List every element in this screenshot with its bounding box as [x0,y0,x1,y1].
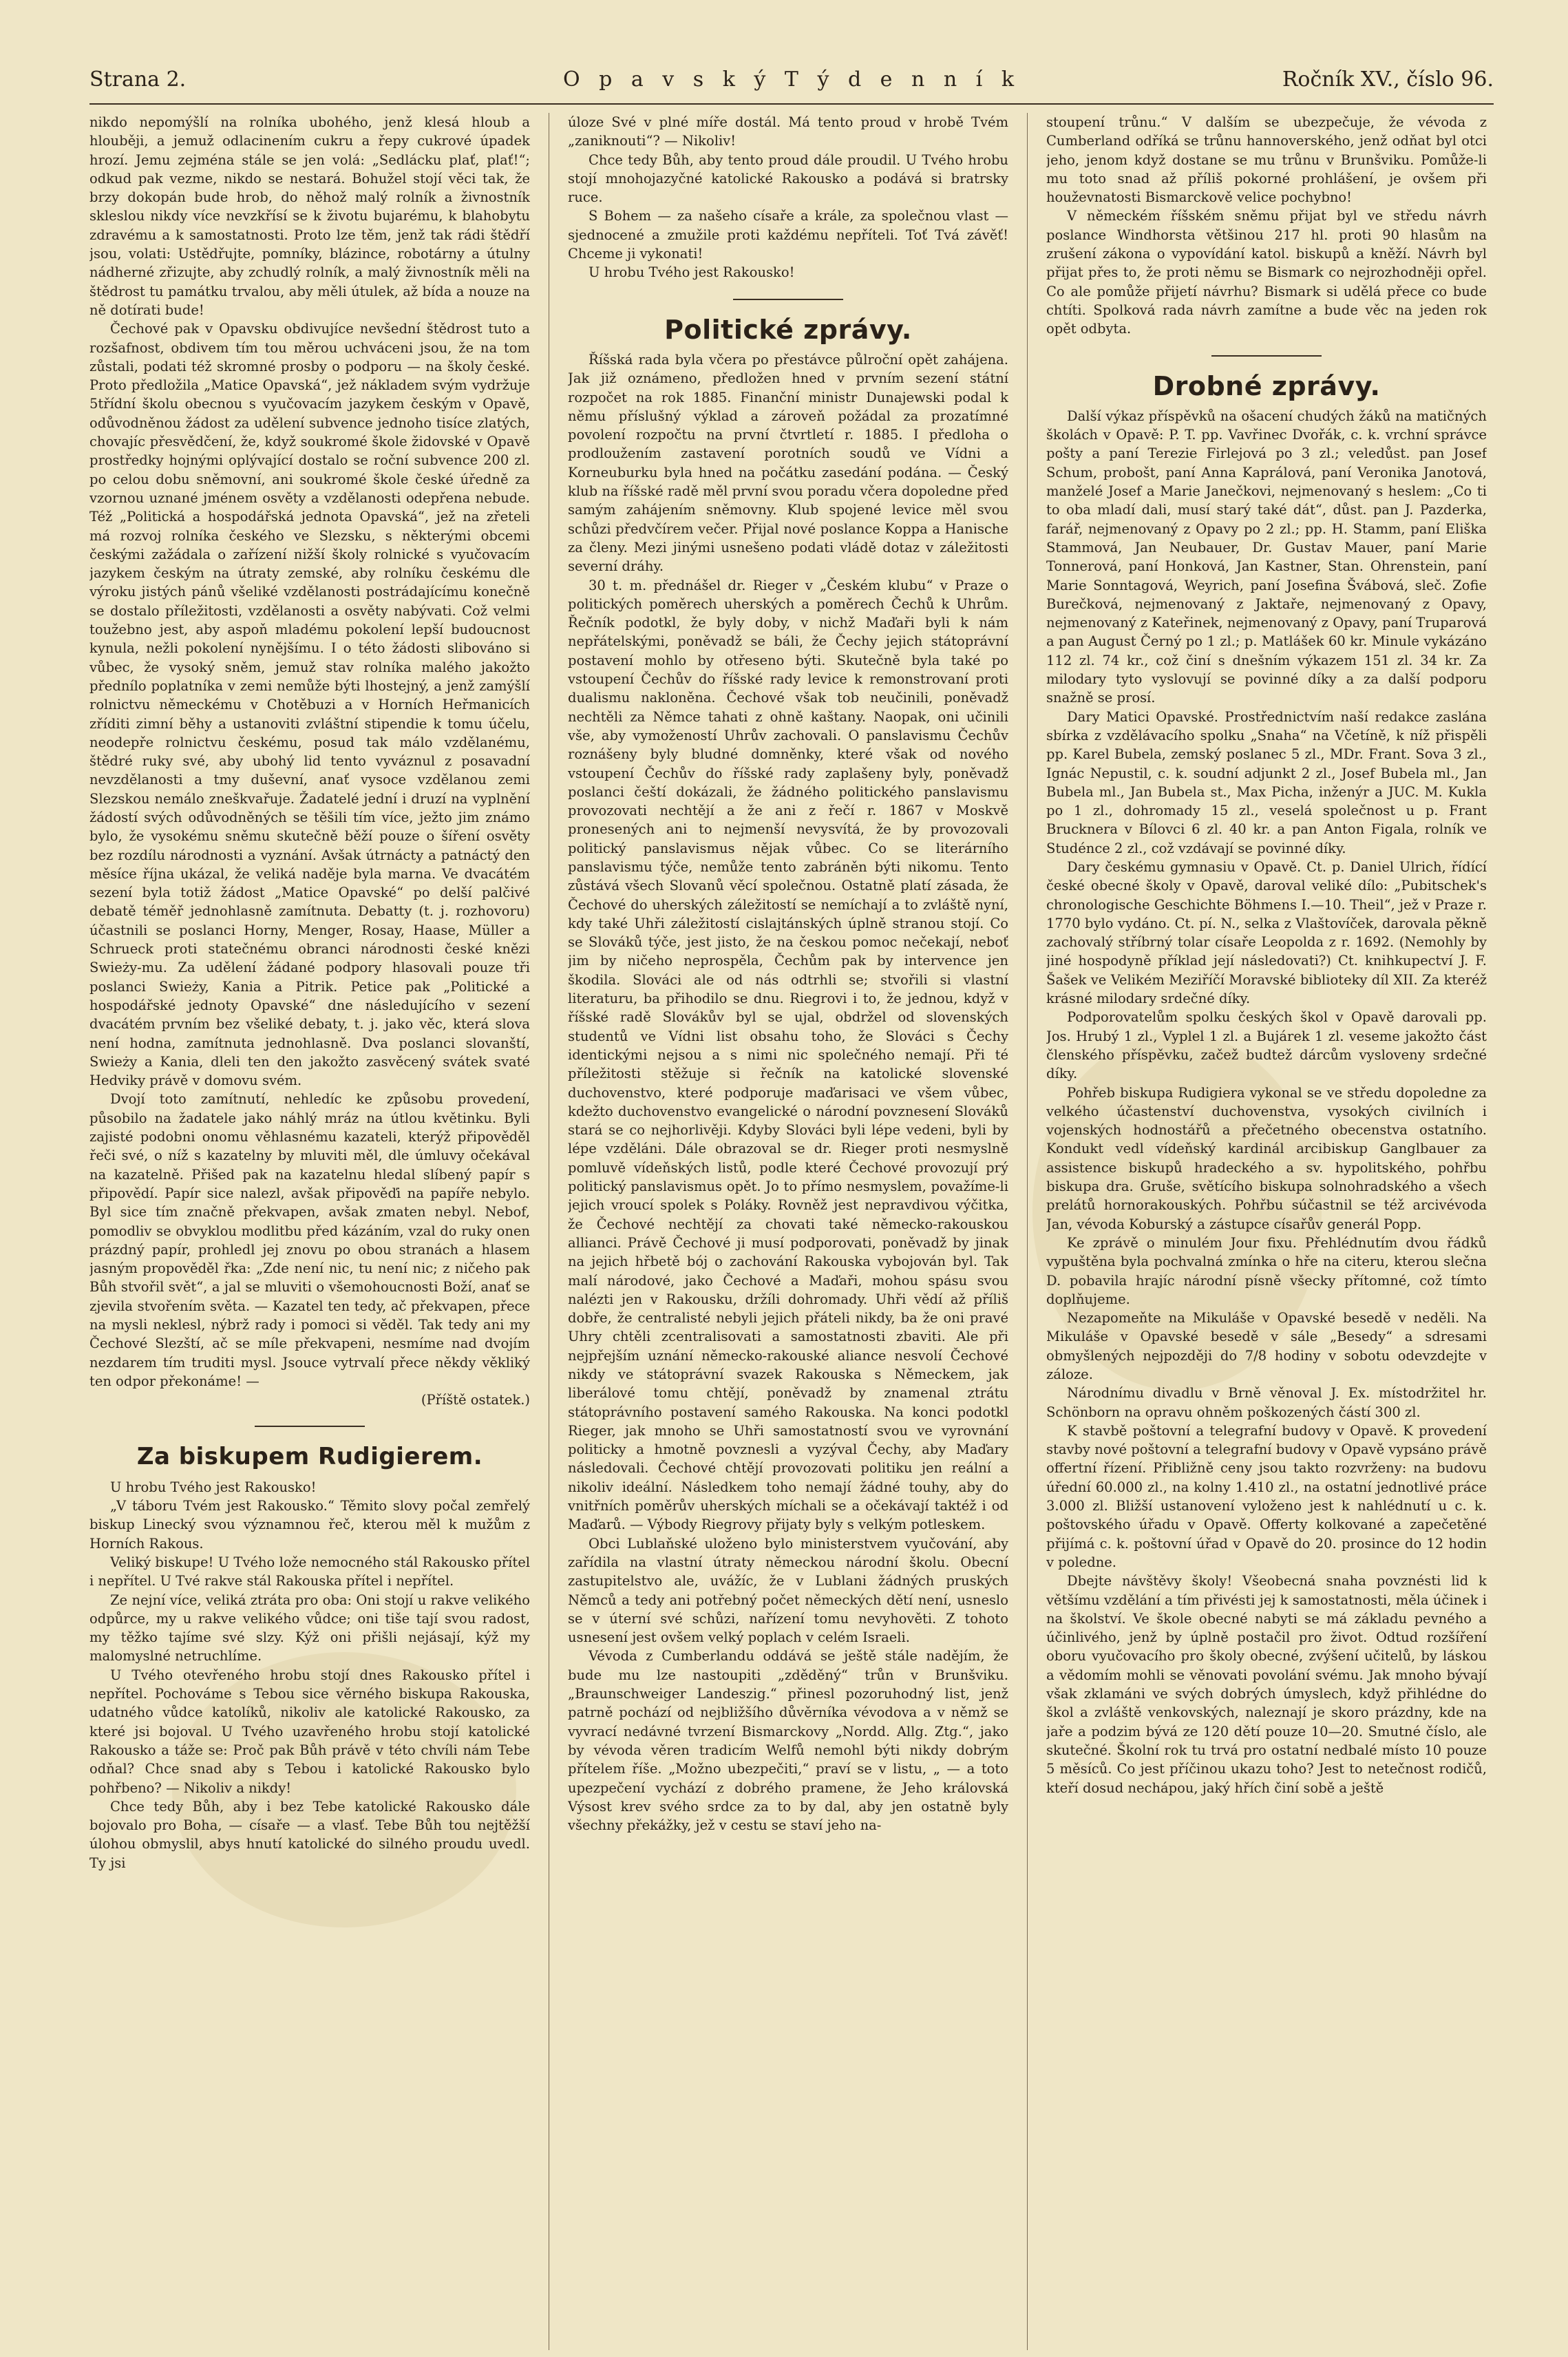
newspaper-title: O p a v s k ý T ý d e n n í k [563,67,1020,92]
article-paragraph: úloze Své v plné míře dostál. Má tento proud v hrobě Tvém „zaniknouti“? — Nikoliv! [568,114,1008,149]
article-paragraph: Čechové pak v Opavsku obdivujíce nevšední štědrost tuto a rozšafnost, obdivem tím tou měrou uchváceni jsou, že na tom zůstali, podati též skromné prosby o podporu — na školy české. Proto předložila „Matice Opavská“, jež nákladem svým vydržuje 5třídní školu obecnou s vyučovacím jazykem českým v Opavě, odůvodněnou žádost za udělení subvence jednoho tisíce zlatých, chovajíc přesvědčení, že, když soukromé škole židovské v Opavě prostředky hojnými oplývající dostalo se roční subvence 200 zl. po celou dobu sněmovní, ani soukromé škole české úředně za vzornou uznané jménem osvěty a vzdělanosti odepřena nebude. Též „Politická a hospodářská jednota Opavská“, jež na zřeteli má rozvoj rolníka českého ve Slezsku, s některými obcemi českými zažádala o zařízení nižší školy rolnické s vyučovacím jazykem českým na útraty zemské, aby rolníku českému dle výroku jistých pánů všeliké vzdělanosti postrádajícímu konečně se dostalo příležitosti, vzdělanosti a osvěty nabývati. Což velmi toužebno jest, aby aspoň mladému pokolení lepší budoucnost kynula, nežli pokolení nynějšímu. I o této žádosti slibováno si vůbec, že vysoký sněm, jemuž stav rolníka malého jakožto přednílo poplatníka v zemi nemůže býti lhostejný, a jenž zamýšlí rolnictvu německému v Chotěbuzi a v Horních Heřmanicích zříditi zimní běhy a ustanoviti zvláštní stipendie k tomu účelu, neodepře rolnictvu českému, posud tak málo vzdělanému, štědré ruky své, aby ubohý lid tento vyváznul z posavadní nevzdělanosti a tmy duševní, anať vysoce vzdělanou zemi Slezskou nemálo zneškvařuje. Žadatelé jední i druzí na vyplnění žádostí svých odůvodněných se těšili tím více, ježto jim známo bylo, že vysokému sněmu skutečně běží pouze o šíření osvěty bez rozdílu národnosti a vyznání. Avšak útrnácty a patnáctý den měsíce října ukázal, že veliká naděje byla marna. Ve dvacátém sezení byla totiž žádost „Matice Opavské“ po delší palčivé debatě téměř jednohlasně zamítnuta. Debatty (t. j. rozhovoru) účastnili se poslanci Horny, Menger, Rosay, Haase, Müller a Schrueck proti statečnému obranci národnosti české knězi Swieży-mu. Za udělení žádané podpory hlasovali pouze tři poslanci Swieży, Kania a Pitrik. Petice pak „Politické a hospodářské jednoty Opavské“ dne následujícího v sezení dvacátém prvním bez všeliké debaty, t. j. jako věc, která slova není hodna, zamítnuta jednohlasně. Dva poslanci slovanští, Swieży a Kania, dleli ten den jakožto zasvěcený svátek svaté Hedviky právě v domovu svém. [89,321,530,1089]
news-item: Dary českému gymnasiu v Opavě. Ct. p. Daniel Ulrich, řídící české obecné školy v Opavě, daroval veliké dílo: „Pubitschek's chronologische Geschichte Böhmens I.—10. Theil“, jež v Praze r. 1770 bylo vydáno. Ct. pí. N., selka z Vlaštovíček, darovala pěkně zachovalý stříbrný tolar císaře Leopolda z r. 1692. (Nemohly by jiné hospodyně příklad její následovati?) Ct. knihkupectví J. F. Šašek ve Velikém Meziříčí Moravské biblioteky díl XII. Za kteréž krásné milodary srdečné díky. [1046,858,1487,1007]
news-item: V německém říšském sněmu přijat byl ve středu návrh poslance Windhorsta většinou 217 hl. proti 90 hlasům na zrušení zákona o vypovídání katol. biskupů a kněží. Návrh byl přijat přes to, že proti němu se Bismark co nejrozhodněji opřel. Co ale pomůže přijetí návrhu? Bismark si udělá přece co bude chtíti. Spolková rada návrh zamítne a bude věc na jeden rok opět odbyta. [1046,208,1487,337]
column-3 [1046,113,1487,2357]
article-paragraph: Ze nejní více, veliká ztráta pro oba: Oni stojí u rakve velikého odpůrce, my u rakve velikého vůdce; oni tiše tají svou radost, my těžko tajíme své slzy. Kýž oni přišli nejásají, kýž my malomyslné netruchlíme. [89,1592,530,1664]
article-heading: Za biskupem Rudigierem. [136,1443,483,1471]
news-item: Nezapomeňte na Mikuláše v Opavské besedě v neděli. Na Mikuláše v Opavské besedě v sále „Besedy“ a sdresami obmyšlených nejpozději do 7/8 hodiny v sobotu odevzdejte v záloze. [1046,1310,1487,1382]
news-item: Obci Lublaňské uloženo bylo ministerstvem vyučování, aby zařídila na vlastní útraty německou národní školu. Obecní zastupitelstvo ale, uvážíc, že v Lublani žádných pruských Němců a tedy ani potřebný počet německých dětí není, usneslo se v úterní své schůzi, nařízení tomu nevyhověti. Z tohoto usnesení jest ovšem velký poplach v celém Israeli. [568,1535,1008,1646]
news-item: Další výkaz příspěvků na ošacení chudých žáků na matičných školách v Opavě: P. T. pp. Vavřinec Dvořák, c. k. vrchní správce pošty a paní Terezie Firlejová po 3 zl.; veledůst. pan Josef Schum, probošt, paní Anna Kaprálová, paní Veronika Janotová, manželé Josef a Marie Janečkovi, nejmenovaný s heslem: „Co ti to oba mladí dali, musí starý také dát“, důst. pan J. Pazderka, farář, nejmenovaný z Opavy po 2 zl.; pp. H. Stamm, paní Eliška Stammová, Jan Neubauer, Dr. Gustav Mauer, paní Marie Tonnerová, paní Honková, Jan Kastner, Stan. Ohrenstein, paní Marie Sonntagová, Weyrich, paní Josefina Švábová, sleč. Zofie Burečková, nejmenovaný z Jaktaře, nejmenovaný z Opavy, nejmenovaný z Kateřinek, nejmenovaný z Opavy, paní Truparová a pan August Černý po 1 zl.; p. Matlášek 60 kr. Minule vykázáno 112 zl. 74 kr., což činí s dnešním výkazem 151 zl. 34 kr. Za milodary tyto vyslovují se povinné díky a za další podporu snažně se prosí. [1046,408,1487,706]
news-item: stoupení trůnu.“ V dalším se ubezpečuje, že vévoda z Cumberland odříká se trůnu hannoverského, jenž odňat byl otci jeho, jenom když dostane se mu trůnu v Brunšviku. Pomůže-li mu toto snad až příliš pokorné prohlášení, je ovšem při houževnatosti Bismarckově velice pochybno! [1046,114,1487,206]
section-divider [1211,355,1322,357]
page-number: Strana 2. [89,67,187,92]
news-item: 30 t. m. přednášel dr. Rieger v „Českém klubu“ v Praze o politických poměrech uherských a poměrech Čechů k Uhrům. Řečník podotkl, že byly doby, v nichž Maďaři byli k nám nepřátelskými, poněvadž se báli, že Čechy jejich státoprávní postavení mohlo by otřeseno býti. Skutečně byla také po vstoupení Čechův do říšské rady levice k remonstrovaní proti dualismu nakloněna. Čechové však tob neučinili, poněvadž nechtěli za Němce tahati z ohně kaštany. Naopak, oni učinili vše, aby vymožeností Uhrův zachovali. O panslavismu Čechův roznášeny byly bludné domněnky, které však od nového vstoupení Čechův do říšské rady zaplašeny byly, poněvadž poslanci čeští dokázali, že žádného politického panslavismu provozovati nechtějí a že ani z řečí r. 1867 v Moskvě pronesených ani to nejmenší nevysvítá, že by provozovali politický panslavismus nějak vůbec. Co se literárního panslavismu týče, nemůže tento zabráněn býti nikomu. Tento zůstává všech Slovanů věcí společnou. Ostatně platí zásada, že Čechové do uherských záležitostí se nemíchají a to zvláště nyní, kdy také Uhři záležitostí cislajtánských úplně stranou stojí. Co se Slováků týče, jest jisto, že na českou pomoc nečekají, neboť jim by ničeho neprospěla, Čechům pak by intervence jen škodila. Slováci ale od nás odtrhli se; stvořili si vlastní literaturu, ba přihodilo se dnu. Riegrovi i to, že jednou, když v říšské radě Slovákův byl se ujal, obdržel od slovenských studentů ve Vídni list obsahu toho, že Slováci s Čechy identickými nejsou a s nimi nic společného nemají. Při té příležitosti stěžuje si řečník na katolické slovenské duchovenstvo, které podporuje maďarisaci ve všem vůbec, kdežto duchovenstvo evangelické o národní povznesení Slováků stará se co nejhorlivěji. Kdyby Slováci byli lépe vedeni, byli by lépe vzděláni. Dále obrazoval se dr. Rieger proti nesmyslně pomluvě vídeňských listů, podle které Čechové provozují prý politický panslavismus opět. Jo to přímo nesmyslem, považíme-li jejich vroucí spolek s Poláky. Rovněž jest nepravdivou výčitka, že Čechové nechtějí za chovati také německo-rakouskou allianci. Právě Čechové ji musí podporovati, poněvadž by jinak na jejich hřbetě bój o zachování Rakouska vybojován byl. Tak malí národové, jako Čechové a Maďaři, mohou spásu svou nalézti jen v Rakousku, držíli dohromady. Uhři vědí až příliš dobře, že centralisté nebyli jejich přáteli nikdy, ba že oni pravé Uhry chtěli zcentralisovati a samostatnosti zbaviti. Ale při nejpřejším uznání německo-rakouské aliance nesvolí Čechové nikdy ve státoprávní svazek Rakouska s Německem, jak liberálové tomu chtějí, poněvadž by znamenal ztrátu státoprávního postavení samého Rakouska. Na konci podotkl Rieger, jak mnoho se Uhři samostatností svou ve vyrovnání politicky a hmotně povznesli a vyzýval Čechy, aby Maďary následovali. Čechové chtějí provozovati politiku jen reální a nikoliv ideální. Následkem toho nemají žádné touhy, aby do vnitřních poměrův uherských míchali se a očekávají taktéž i od Maďarů. — Výbody Riegrovy přijaty byly s velkým potleskem. [568,577,1008,1533]
article-paragraph: U hrobu Tvého jest Rakousko! [110,1479,317,1495]
continued-note: (Příště ostatek.) [421,1392,530,1408]
news-item: Vévoda z Cumberlandu oddává se ještě stále nadějím, že bude mu lze nastoupiti „zděděný“ trůn v Brunšviku. „Braunschweiger Landeszig.“ přinesl pozoruhodný list, jenž patrně pochází od nejbližšího důvěrníka vévodova a v němž se vyvrací nedávné tvrzení Bismarckovy „Nordd. Allg. Ztg.“, jako by vévoda věren tradicím Welfů nemohl býti nikdy dobrým přítelem říše. „Možno ubezpečiti,“ praví se v listu, „ — a toto upezpečení vychází z dobrého pramene, že Jeho královská Výsost krev svého srdce za to by dal, aby jen ostatně byly všechny překážky, jež v cestu se staví jeho na- [568,1648,1008,1834]
section-divider [733,299,843,300]
column-divider [1027,113,1028,2350]
article-paragraph: S Bohem — za našeho císaře a krále, za společnou vlast — sjednocené a zmužile proti každému nepříteli. Toť Tvá závěť! Chceme ji vykonati! [568,208,1008,262]
news-item: Dary Matici Opavské. Prostřednictvím naší redakce zaslána sbírka z vzdělávacího spolku „Snaha“ na Včetíně, k níž přispěli pp. Karel Bubela, zemský poslanec 5 zl., MDr. Frant. Sova 3 zl., Ignác Nepustil, c. k. soudní adjunkt 2 zl., Josef Bubela ml., Jan Bubela ml., Jan Bubela st., Max Picha, inženýr a JUC. M. Kukla po 1 zl., dohromady 15 zl., veselá společnost u p. Frant Brucknera v Bílovci 6 zl. 40 kr. a pan Anton Figala, rolník ve Studénce 2 zl., což vzdávají se povinné díky. [1046,708,1487,856]
section-divider [255,1426,365,1427]
article-paragraph: nikdo nepomýšlí na rolníka ubohého, jenž klesá hloub a hlouběji, a jemuž odlacinením cukru a řepy cukrové úpadek hrozí. Jemu zejména stále se jen volá: „Sedlácku plať, plať!“; odkud pak vezme, nikdo se nestará. Bohužel stojí věci tak, že brzy dokopán bude hrob, do něhož malý rolník a živnostník skleslou nikdy více nevzkřísí se k životu bujarému, k blahobytu zdravému a k samostatnosti. Proto lze těm, jenž tak rádi štědří jsou, volati: Ustědřujte, pomníky, blázince, robotárny a útulny nádherné zřizujte, aby zchudlý rolník, a malý živnostník měli na štědrost tu památku trvalou, aby měli útulek, až bída a nouze na ně dotírati bude! [89,114,530,318]
section-heading: Drobné zprávy. [1152,370,1381,401]
section-heading: Politické zprávy. [664,314,912,345]
column-1 [89,113,530,2357]
article-paragraph: Chce tedy Bůh, aby tento proud dále proudil. U Tvého hrobu stojí mnohojazyčné katolické Rakousko a podává si bratrsky ruce. [568,151,1008,206]
newspaper-page [89,55,1494,2320]
news-item: Říšská rada byla včera po přestávce půlroční opět zahájena. Jak již oznámeno, předložen hned v prvním sezení státní rozpočet na rok 1885. Finanční ministr Dunajewski podal k němu příslušný výklad a zároveň požádal za prozatímné povolení rozpočtu na první čtvrtletí r. 1885. I předloha o prodloužením zastavení porotních soudů ve Vídni a Korneuburku byla hned na počátku zasedání podána. — Český klub na říšské radě měl první svou poradu včera dopoledne před samým zahájením sněmovny. Klub spojené levice měl svou schůzi předvčírem večer. Přijal nové poslance Koppa a Hanische za členy. Mezi jinými usnešeno podati vládě dotaz v záležitosti severní dráhy. [568,351,1008,575]
article-paragraph: U Tvého otevřeného hrobu stojí dnes Rakousko přítel i nepřítel. Pochováme s Tebou sice věrného biskupa Rakouska, udatného vůdce katolíků, nikoliv ale katolické Rakousko, za které jsi bojoval. U Tvého uzavřeného hrobu stojí katolické Rakousko a táže se: Proč pak Bůh právě v této chvíli nám Tebe odňal? Chce snad aby s Tebou i katolické Rakousko bylo pohřbeno? — Nikoliv a nikdy! [89,1667,530,1796]
article-paragraph: Chce tedy Bůh, aby i bez Tebe katolické Rakousko dále bojovalo pro Boha, — císaře — a vlasť. Tebe Bůh tou nejtěžší úlohou obmyslil, abys hnutí katolické do silného proudu uvedl. Ty jsi [89,1798,530,1871]
news-item: Podporovatelům spolku českých škol v Opavě darovali pp. Jos. Hrubý 1 zl., Vyplel 1 zl. a Bujárek 1 zl. veseme jakožto část členského příspěvku, začež budtež dárcům vysloveny srdečné díky. [1046,1009,1487,1082]
page-header [89,55,1494,105]
news-item: K stavbě poštovní a telegrafní budovy v Opavě. K provedení stavby nové poštovní a telegrafní budovy v Opavě vypsáno právě offertní řízení. Přibližně ceny jsou takto rozvrženy: na budovu úřední 60.000 zl., na kolny 1.410 zl., na ostatní jednotlivé práce 3.000 zl. Bližší ustanovení vyloženo jest k nahlédnutí u c. k. poštovského úřadu v Opavě. Offerty kolkované a zapečetěné přijímá c. k. poštovní úřad v Opavě do 20. prosince do 12 hodin v poledne. [1046,1422,1487,1570]
news-item: Pohřeb biskupa Rudigiera vykonal se ve středu dopoledne za velkého účastenství duchovenstva, vysokých civilních i vojenských hodnostářů a přečetného obecenstva ostatního. Kondukt vedl vídeňský kardinál arcibiskup Ganglbauer za assistence biskupů hradeckého a sv. hypolitského, pohřbu biskupa dra. Gruše, světícího biskupa solnohradského a všech prelátů hornorakouských. Pohřbu súčastnil se též arcivévoda Jan, vévoda Koburský a zástupce císařův generál Popp. [1046,1084,1487,1232]
news-item: Dbejte návštěvy školy! Všeobecná snaha povznésti lid k většímu vzdělání a tím přivésti jej k samostatnosti, měla účinek i na školství. Ve škole obecné nabyti se má základu pevného a účinlivého, jenž by úplně postačil pro život. Odtud rozšíření oboru vyučovacího pro školy obecné, zvýšení učitelů, by láskou a vědomím mohli se věnovati povolání svému. Jak mnoho bývají však zklamáni ve svých dobrých úmyslech, když přihlédne do škol a zvláště venkovských, naleznají je skoro prázdny, kde na jaře a podzim bývá ze 120 dětí pouze 10—20. Smutné číslo, ale skutečné. Školní rok tu trvá pro ostatní nedbalé místo 10 pouze 5 měsíců. Co jest příčinou ukazu toho? Jest to netečnost rodičů, kteří dosud nechápou, jaký hřích činí sobě a ještě [1046,1573,1487,1796]
article-paragraph: U hrobu Tvého jest Rakousko! [589,264,795,281]
article-paragraph: „V táboru Tvém jest Rakousko.“ Těmito slovy počal zemřelý biskup Linecký svou významnou řeč, kterou měl k mužům z Horních Rakous. [89,1498,530,1552]
news-item: Národnímu divadlu v Brně věnoval J. Ex. místodržitel hr. Schönborn na opravu ohněm poškozených částí 300 zl. [1046,1385,1487,1420]
article-paragraph: Veliký biskupe! U Tvého lože nemocného stál Rakousko přítel i nepřítel. U Tvé rakve stál Rakouska přítel i nepřítel. [89,1554,530,1589]
column-2 [568,113,1008,2357]
issue-number: Ročník XV., číslo 96. [1282,67,1494,92]
article-paragraph: Dvojí toto zamítnutí, nehledíc ke způsobu provedení, působilo na žadatele jako náhlý mráz na útlou květinku. Byli zajisté podobni onomu věhlasnému kazateli, kterýž připověděl řeči své, o níž s kazatelny by mluviti měl, dle úmluvy očekával na kazatelně. Přišed pak na kazatelnu hledal slíbený papír s připovědí. Papír sice nalezl, avšak připověďi na papíře nebylo. Byl sice tím značně překvapen, avšak zmaten nebyl. Nebof, pomodliv se obvyklou modlitbu před kázáním, vzal do ruky onen prázdný papír, prohledl jej znovu po obou stranách a hlasem jasným propověděl řka: „Zde není nic, tu není nic; z ničeho pak Bůh stvořil svět“, a jal se mluviti o všemohoucnosti Boží, anať se zjevila stvořením světa. — Kazatel ten tedy, ač překvapen, přece na mysli neklesl, nýbrž rady i pomoci si věděl. Tak tedy ani my Čechové Slezští, ač se míle překvapeni, nesmíme nad dvojím nezdarem tím truditi mysl. Jsouce vytrvalí přece někdy věkliký ten odpor překonáme! — [89,1091,530,1389]
news-item: Ke zprávě o minulém Jour fixu. Přehlédnutím dvou řádků vypuštěna byla pochvalná zmínka o hře na citeru, kterou slečna D. pobavila hrajíc národní písně všecky přítomné, což tímto doplňujeme. [1046,1234,1487,1307]
